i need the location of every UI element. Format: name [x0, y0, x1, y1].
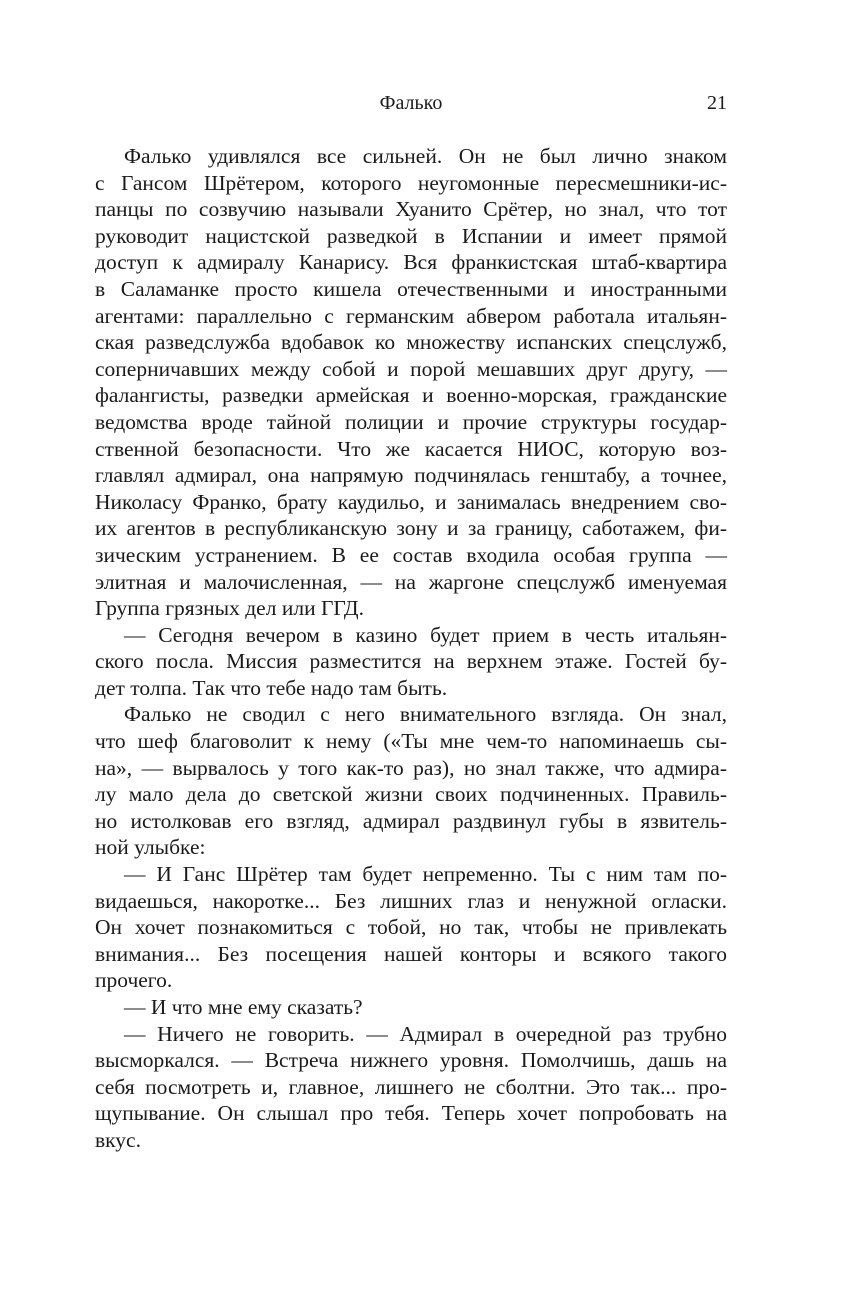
text-line: на», — вырвалось у того как-то раз), но знал также, что адмира-: [95, 755, 727, 780]
text-line: лу мало дела до светской жизни своих подчиненных. Правиль-: [95, 782, 727, 807]
text-line: Группа грязных дел или ГГД.: [95, 596, 364, 621]
text-line: — Ничего не говорить. — Адмирал в очередной раз трубно: [124, 1021, 727, 1046]
text-line: руководит нацистской разведкой в Испании и имеет прямой: [95, 223, 727, 248]
text-line: ной улыбке:: [95, 835, 206, 860]
page-number: 21: [707, 92, 727, 114]
text-line: дет толпа. Так что тебе надо там быть.: [95, 675, 448, 700]
text-line: но истолковав его взгляд, адмирал раздвинул губы в язвитель-: [95, 808, 727, 833]
text-line: Он хочет познакомиться с тобой, но так, чтобы не привлекать: [95, 915, 727, 940]
text-line: прочего.: [95, 968, 173, 993]
body-text: [95, 143, 727, 1154]
text-line: в Саламанке просто кишела отечественными и иностранными: [95, 276, 727, 301]
text-line: — Сегодня вечером в казино будет прием в честь итальян-: [124, 622, 727, 647]
text-line: главлял адмирал, она напрямую подчинялась генштабу, а точнее,: [95, 463, 727, 488]
text-line: зическим устранением. В ее состав входила особая группа —: [95, 542, 727, 567]
text-line: ственной безопасности. Что же касается НИОС, которую воз-: [95, 436, 727, 461]
text-line: фалангисты, разведки армейская и военно-морская, гражданские: [95, 383, 727, 408]
text-line: — И что мне ему сказать?: [124, 995, 363, 1019]
text-line: с Гансом Шрётером, которого неугомонные пересмешники-ис-: [95, 170, 727, 195]
text-line: ведомства вроде тайной полиции и прочие структуры государ-: [95, 409, 727, 434]
text-line: Николасу Франко, брату каудильо, и занималась внедрением сво-: [95, 489, 727, 514]
text-line: панцы по созвучию называли Хуанито Срётер, но знал, что тот: [95, 197, 727, 222]
text-line: высморкался. — Встреча нижнего уровня. Помолчишь, дашь на: [95, 1048, 727, 1073]
text-line: их агентов в республиканскую зону и за границу, саботажем, фи-: [95, 516, 727, 541]
text-line: ского посла. Миссия разместится на верхнем этаже. Гостей бу-: [95, 649, 727, 674]
text-line: соперничавших между собой и порой мешавших друг другу, —: [95, 356, 727, 381]
text-line: — И Ганс Шрётер там будет непременно. Ты с ним там по-: [124, 862, 727, 887]
text-line: ская разведслужба вдобавок ко множеству испанских спецслужб,: [95, 330, 727, 355]
text-line: вкус.: [95, 1127, 141, 1152]
running-title: Фалько: [379, 92, 443, 114]
text-line: доступ к адмиралу Канарису. Вся франкистская штаб-квартира: [95, 250, 727, 275]
text-line: агентами: параллельно с германским абвером работала итальян-: [95, 303, 727, 328]
text-line: что шеф благоволит к нему («Ты мне чем-то напоминаешь сы-: [95, 729, 727, 754]
text-line: щупывание. Он слышал про тебя. Теперь хочет попробовать на: [95, 1101, 727, 1126]
text-line: внимания... Без посещения нашей конторы и всякого такого: [95, 941, 727, 966]
text-line: Фалько удивлялся все сильней. Он не был лично знаком: [124, 144, 727, 168]
book-page: [95, 88, 727, 1154]
running-header: [95, 88, 727, 118]
text-line: Фалько не сводил с него внимательного взгляда. Он знал,: [124, 702, 727, 727]
text-line: элитная и малочисленная, — на жаргоне спецслужб именуемая: [95, 569, 727, 594]
text-line: видаешься, накоротке... Без лишних глаз и ненужной огласки.: [95, 888, 727, 913]
text-line: себя посмотреть и, главное, лишнего не сболтни. Это так... про-: [95, 1074, 727, 1099]
